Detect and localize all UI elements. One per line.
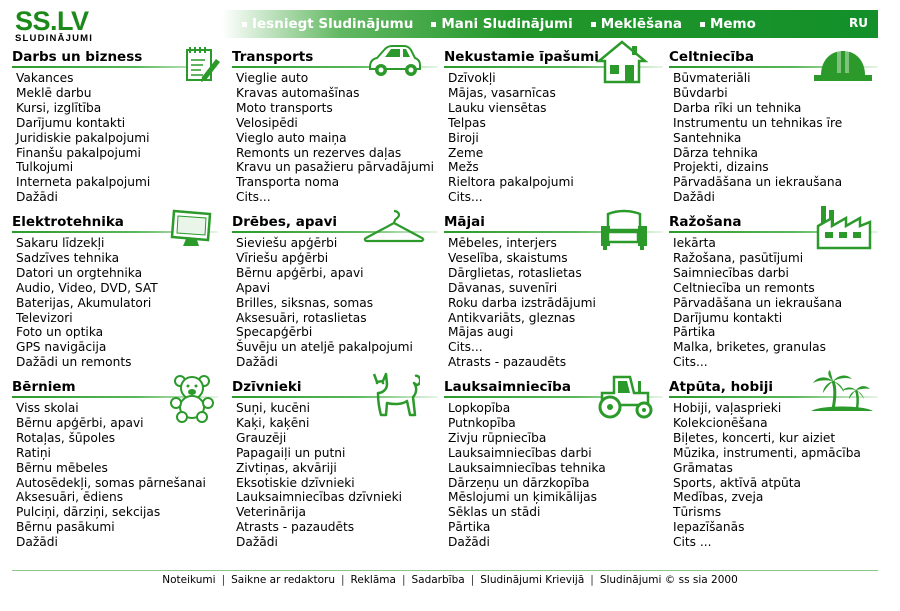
subcategory-link[interactable]: Bērnu pasākumi (16, 520, 115, 535)
subcategory-list (673, 401, 861, 550)
subcategory-link[interactable]: Autosēdekļi, somas pārnešanai (16, 475, 206, 490)
subcategory-link[interactable]: Bērnu apģērbi, apavi (16, 415, 144, 430)
subcategory-link[interactable]: Mūzika, instrumenti, apmācība (673, 445, 861, 460)
subcategory-link[interactable]: Suņi, kucēni (236, 401, 311, 415)
subcategory-link[interactable]: Zeme (448, 145, 484, 160)
subcategory-link[interactable]: Mēslojumi un ķimikālijas (448, 490, 597, 505)
subcategory-link[interactable]: Sakaru līdzekļi (16, 236, 105, 250)
subcategory-link[interactable]: Sieviešu apģērbi (236, 236, 338, 250)
subcategory-link[interactable]: Dārzeņu un dārzkopība (448, 475, 590, 490)
subcategory-link[interactable]: Tūrisms (673, 505, 722, 520)
subcategory-link[interactable]: Velosipēdi (236, 115, 298, 130)
subcategory-link[interactable]: Projekti, dizains (673, 160, 769, 175)
subcategory-list (16, 401, 206, 550)
subcategory-link[interactable]: Foto un optika (16, 325, 104, 340)
subcategory-link[interactable]: Zivju rūpniecība (448, 430, 547, 445)
subcategory-link[interactable]: Baterijas, Akumulatori (16, 295, 152, 310)
subcategory-link[interactable]: Dārza tehnika (673, 145, 759, 160)
subcategory-link[interactable]: Cits... (448, 190, 483, 205)
category-title[interactable]: Celtniecība (669, 49, 754, 65)
subcategory-link[interactable]: Aksesuāri, rotaslietas (236, 310, 367, 325)
category-title[interactable]: Lauksaimniecība (444, 379, 571, 395)
subcategory-link[interactable]: Dāvanas, suvenīri (448, 280, 558, 295)
category-block (444, 214, 663, 370)
subcategory-link[interactable]: Meklē darbu (16, 85, 92, 100)
subcategory-link[interactable]: Ratiņi (16, 445, 51, 460)
subcategory-link[interactable]: Iepazīšanās (673, 520, 745, 535)
subcategory-link[interactable]: Kaķi, kaķēni (236, 415, 310, 430)
category-title[interactable]: Ražošana (669, 214, 742, 230)
subcategory-link[interactable]: Pārvadāšana un iekraušana (673, 175, 843, 190)
menu-my-ads[interactable] (431, 16, 572, 32)
house-icon (596, 39, 648, 89)
menu-my-ads-label: Mani Sludinājumi (441, 16, 573, 32)
subcategory-link[interactable]: Papagaiļi un putni (236, 445, 346, 460)
subcategory-link[interactable]: Hobiji, vaļasprieki (673, 401, 782, 415)
subcategory-link[interactable]: Interneta pakalpojumi (16, 175, 151, 190)
category-block (444, 49, 663, 205)
subcategory-link[interactable]: Dažādi (16, 535, 58, 550)
subcategory-link[interactable]: Specapģērbi (236, 325, 313, 340)
subcategory-list (448, 236, 596, 370)
subcategory-link[interactable]: Mājas augi (448, 325, 514, 340)
subcategory-link[interactable]: Būvdarbi (673, 85, 728, 100)
subcategory-link[interactable]: Dažādi (236, 355, 278, 370)
subcategory-link[interactable]: Bērnu mēbeles (16, 460, 108, 475)
subcategory-link[interactable]: Lopkopība (448, 401, 511, 415)
subcategory-link[interactable]: Lauku viensētas (448, 100, 547, 115)
subcategory-link[interactable]: Darba rīki un tehnika (673, 100, 802, 115)
subcategory-link[interactable]: Biroji (448, 130, 479, 145)
subcategory-link[interactable]: Remonts un rezerves daļas (236, 145, 402, 160)
main-menu (242, 10, 774, 38)
subcategory-link[interactable]: Sēklas un stādi (448, 505, 541, 520)
subcategory-link[interactable]: Kolekcionēšana (673, 415, 768, 430)
subcategory-link[interactable]: Kravas automašīnas (236, 85, 360, 100)
menu-submit-ad[interactable] (242, 16, 413, 32)
site-logo[interactable] (15, 8, 93, 43)
subcategory-list (448, 401, 606, 550)
subcategory-link[interactable]: Atrasts - pazaudēts (448, 355, 567, 370)
logo-text: SS.LV (15, 6, 89, 36)
menu-memo[interactable] (700, 16, 756, 32)
subcategory-list (236, 236, 413, 370)
category-block (232, 214, 438, 370)
subcategory-link[interactable]: Apavi (236, 280, 271, 295)
subcategory-link[interactable]: Cits... (673, 355, 708, 370)
subcategory-link[interactable]: Veterinārija (236, 505, 307, 520)
subcategory-link[interactable]: Aksesuāri, ēdiens (16, 490, 124, 505)
menu-search-label: Meklēšana (600, 16, 682, 32)
subcategory-link[interactable]: Mājas, vasarnīcas (448, 85, 556, 100)
notepad-pencil-icon (182, 43, 224, 89)
subcategory-link[interactable]: Dažādi (673, 190, 715, 205)
subcategory-link[interactable]: Cits... (236, 190, 271, 205)
subcategory-link[interactable]: GPS navigācija (16, 340, 107, 355)
subcategory-link[interactable]: Datori un orgtehnika (16, 265, 143, 280)
subcategory-link[interactable]: Dārglietas, rotaslietas (448, 265, 582, 280)
subcategory-link[interactable]: Mežs (448, 160, 479, 175)
subcategory-link[interactable]: Putnkopība (448, 415, 516, 430)
subcategory-link[interactable]: Atrasts - pazaudēts (236, 520, 355, 535)
subcategory-link[interactable]: Vakances (16, 71, 74, 85)
monitor-icon (168, 208, 214, 252)
subcategory-link[interactable]: Vīriešu apģērbi (236, 250, 329, 265)
footer-separator: | (221, 574, 226, 586)
category-block (669, 379, 878, 550)
category-block (669, 214, 878, 370)
category-title[interactable]: Transports (232, 49, 314, 65)
subcategory-link[interactable]: Biļetes, koncerti, kur aiziet (673, 430, 836, 445)
subcategory-link[interactable]: Rotaļas, šūpoles (16, 430, 116, 445)
subcategory-link[interactable]: Lauksaimniecības dzīvnieki (236, 490, 403, 505)
subcategory-link[interactable]: Bērnu apģērbi, apavi (236, 265, 364, 280)
subcategory-link[interactable]: Tulkojumi (16, 160, 74, 175)
subcategory-link[interactable]: Instrumentu un tehnikas īre (673, 115, 843, 130)
footer-link[interactable]: Sadarbība (411, 574, 465, 586)
subcategory-link[interactable]: Ražošana, pasūtījumi (673, 250, 804, 265)
subcategory-link[interactable]: Celtniecība un remonts (673, 280, 815, 295)
armchair-icon (598, 208, 648, 256)
subcategory-link[interactable]: Pārvadāšana un iekraušana (673, 295, 843, 310)
subcategory-link[interactable]: Veselība, skaistums (448, 250, 568, 265)
bullet-icon (591, 22, 596, 27)
logo-subtitle: SLUDINĀJUMI (15, 33, 94, 44)
subcategory-link[interactable]: Zivtiņas, akvāriji (236, 460, 337, 475)
subcategory-link[interactable]: Kursi, izglītība (16, 100, 102, 115)
category-title[interactable]: Mājai (444, 214, 485, 230)
menu-search[interactable] (591, 16, 682, 32)
subcategory-link[interactable]: Lauksaimniecības tehnika (448, 460, 606, 475)
category-title[interactable]: Bērniem (12, 379, 76, 395)
footer-link[interactable]: Saikne ar redaktoru (231, 574, 335, 586)
footer-divider (12, 570, 878, 571)
menu-memo-label: Memo (709, 16, 756, 32)
subcategory-list (16, 236, 158, 370)
subcategory-link[interactable]: Būvmateriāli (673, 71, 751, 85)
category-block (12, 379, 218, 550)
footer-separator: | (590, 574, 594, 586)
subcategory-link[interactable]: Juridiskie pakalpojumi (16, 130, 150, 145)
subcategory-link[interactable]: Kravu un pasažieru pārvadājumi (236, 160, 434, 175)
bullet-icon (700, 22, 705, 27)
subcategory-link[interactable]: Iekārta (673, 236, 716, 250)
subcategory-link[interactable]: Malka, briketes, granulas (673, 340, 826, 355)
subcategory-link[interactable]: Vieglie auto (236, 71, 309, 85)
subcategory-link[interactable]: Darījumu kontakti (673, 310, 783, 325)
subcategory-link[interactable]: Antikvariāts, gleznas (448, 310, 576, 325)
category-title[interactable]: Nekustamie īpašumi (444, 49, 599, 65)
subcategory-link[interactable]: Grauzēji (236, 430, 287, 445)
subcategory-link[interactable]: Brilles, siksnas, somas (236, 295, 374, 310)
menu-submit-ad-label: Iesniegt Sludinājumu (252, 16, 414, 32)
category-title[interactable]: Elektrotehnika (12, 214, 124, 230)
subcategory-link[interactable]: Audio, Video, DVD, SAT (16, 280, 158, 295)
subcategory-link[interactable]: Eksotiskie dzīvnieki (236, 475, 355, 490)
subcategory-list (448, 71, 574, 205)
subcategory-link[interactable]: Dažādi (236, 535, 278, 550)
footer (0, 574, 900, 586)
subcategory-link[interactable]: Dažādi un remonts (16, 355, 132, 370)
subcategory-link[interactable]: Santehnika (673, 130, 742, 145)
bullet-icon (242, 22, 247, 27)
subcategory-link[interactable]: Dzīvokļi (448, 71, 496, 85)
subcategory-link[interactable]: Saimniecības darbi (673, 265, 789, 280)
subcategory-link[interactable]: Televizori (16, 310, 73, 325)
subcategory-link[interactable]: Pārtika (673, 325, 716, 340)
category-block (12, 49, 218, 205)
footer-link[interactable]: Noteikumi (162, 574, 216, 586)
footer-separator: | (401, 574, 406, 586)
category-block (232, 49, 438, 205)
subcategory-link[interactable]: Mēbeles, interjers (448, 236, 557, 250)
subcategory-link[interactable]: Pulciņi, dārziņi, sekcijas (16, 505, 161, 520)
subcategory-link[interactable]: Roku darba izstrādājumi (448, 295, 596, 310)
subcategory-link[interactable]: Vieglo auto maiņa (236, 130, 347, 145)
subcategory-link[interactable]: Grāmatas (673, 460, 733, 475)
subcategory-link[interactable]: Pārtika (448, 520, 491, 535)
subcategory-link[interactable]: Medības, zveja (673, 490, 764, 505)
subcategory-link[interactable]: Šuvēju un ateljē pakalpojumi (236, 340, 413, 355)
subcategory-link[interactable]: Moto transports (236, 100, 333, 115)
subcategory-list (16, 71, 150, 205)
subcategory-link[interactable]: Lauksaimniecības darbi (448, 445, 592, 460)
subcategory-list (236, 401, 402, 550)
footer-separator: | (470, 574, 475, 586)
subcategory-link[interactable]: Finanšu pakalpojumi (16, 145, 141, 160)
subcategory-link[interactable]: Darījumu kontakti (16, 115, 126, 130)
top-menu-bar (222, 10, 878, 38)
subcategory-link[interactable]: Telpas (448, 115, 486, 130)
subcategory-link[interactable]: Cits ... (673, 535, 712, 550)
subcategory-list (673, 236, 842, 370)
subcategory-link[interactable]: Sadzīves tehnika (16, 250, 120, 265)
category-block (232, 379, 438, 550)
header (12, 6, 878, 44)
subcategory-link[interactable]: Dažādi (448, 535, 490, 550)
category-block (669, 49, 878, 205)
category-block (444, 379, 663, 550)
category-title[interactable]: Drēbes, apavi (232, 214, 338, 230)
subcategory-link[interactable]: Cits... (448, 340, 483, 355)
footer-separator: | (341, 574, 345, 586)
category-title[interactable]: Darbs un bizness (12, 49, 143, 65)
category-title[interactable]: Atpūta, hobiji (669, 379, 773, 395)
subcategory-list (236, 71, 434, 205)
language-switch[interactable]: RU (849, 16, 868, 30)
category-title[interactable]: Dzīvnieki (232, 379, 302, 395)
footer-link[interactable]: Reklāma (350, 574, 396, 586)
bullet-icon (431, 22, 436, 27)
subcategory-link[interactable]: Sports, aktīvā atpūta (673, 475, 802, 490)
footer-link: Sludinājumi © ss sia 2000 (599, 574, 738, 586)
subcategory-link[interactable]: Rieltora pakalpojumi (448, 175, 574, 190)
subcategory-link[interactable]: Transporta noma (236, 175, 340, 190)
subcategory-link[interactable]: Dažādi (16, 190, 58, 205)
category-block (12, 214, 218, 370)
subcategory-list (673, 71, 842, 205)
subcategory-link[interactable]: Viss skolai (16, 401, 79, 415)
footer-link[interactable]: Sludinājumi Krievijā (480, 574, 585, 586)
